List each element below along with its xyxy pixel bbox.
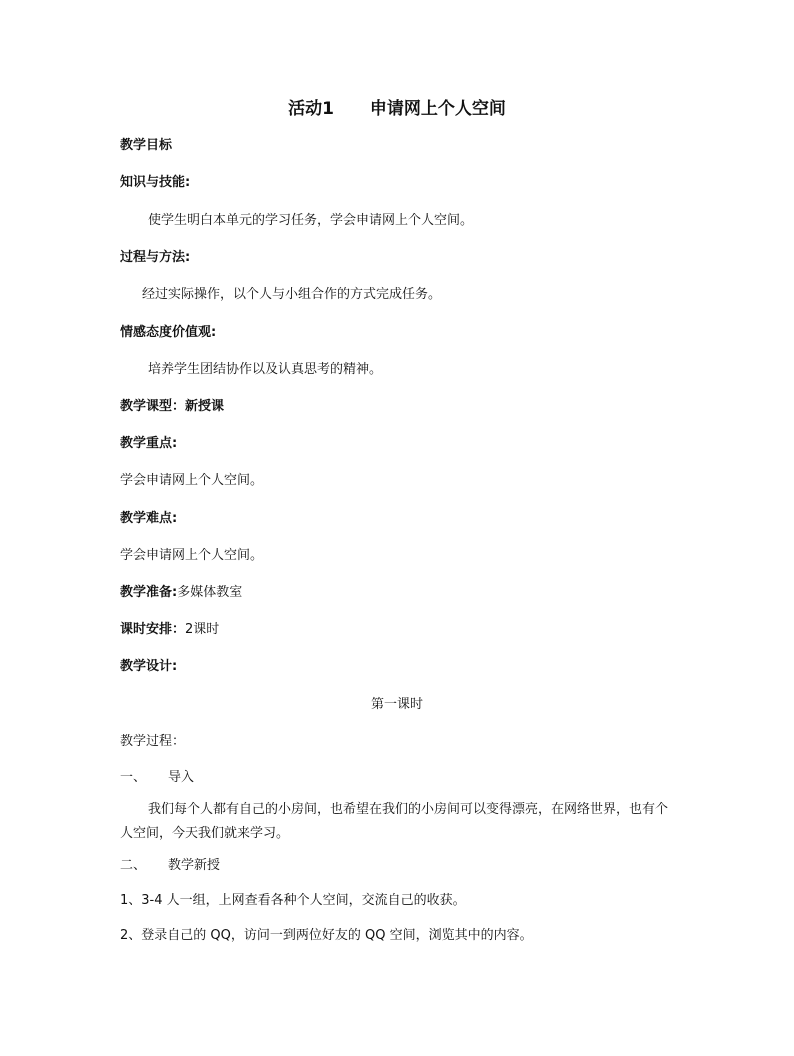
section-one-heading <box>120 769 194 787</box>
key-point-heading: 教学重点: <box>120 436 178 451</box>
section-one-text: 我们每个人都有自己的小房间，也希望在我们的小房间可以变得漂亮，在网络世界，也有个人空间，今天我们就来学习。 <box>120 802 669 841</box>
section-two-number: 二、 <box>120 858 147 873</box>
lesson-type <box>120 398 224 416</box>
section-two-heading <box>120 857 220 875</box>
step-2: 2、登录自己的 QQ，访问一到两位好友的 QQ 空间，浏览其中的内容。 <box>120 928 533 943</box>
section-two-title: 教学新授 <box>168 858 221 873</box>
page-title <box>0 98 794 120</box>
objectives-heading: 教学目标 <box>120 138 173 153</box>
lesson-one-heading: 第一课时 <box>370 697 423 712</box>
lesson-type-label: 教学课型： <box>120 399 186 414</box>
difficulty-heading: 教学难点: <box>120 511 178 526</box>
preparation <box>120 584 242 602</box>
attitude-heading: 情感态度价值观: <box>120 325 217 340</box>
procedure-label: 教学过程： <box>120 734 186 749</box>
design-heading: 教学设计: <box>120 659 178 674</box>
schedule-value: 2课时 <box>185 622 220 637</box>
knowledge-heading: 知识与技能: <box>120 175 191 190</box>
difficulty-text: 学会申请网上个人空间。 <box>120 548 264 563</box>
schedule-label: 课时安排： <box>120 622 186 637</box>
process-text: 经过实际操作，以个人与小组合作的方式完成任务。 <box>142 287 442 302</box>
schedule <box>120 621 219 639</box>
process-heading: 过程与方法: <box>120 250 191 265</box>
section-one-number: 一、 <box>120 770 147 785</box>
section-one-title: 导入 <box>168 770 195 785</box>
step-1: 1、3-4 人一组，上网查看各种个人空间，交流自己的收获。 <box>120 893 466 908</box>
preparation-label: 教学准备: <box>120 585 178 600</box>
knowledge-text: 使学生明白本单元的学习任务，学会申请网上个人空间。 <box>148 213 474 228</box>
lesson-type-value: 新授课 <box>185 399 225 414</box>
title-activity-name: 申请网上个人空间 <box>369 99 506 119</box>
key-point-text: 学会申请网上个人空间。 <box>120 473 264 488</box>
title-activity-number: 活动1 <box>288 99 334 119</box>
attitude-text: 培养学生团结协作以及认真思考的精神。 <box>148 362 383 377</box>
preparation-value: 多媒体教室 <box>177 585 243 600</box>
